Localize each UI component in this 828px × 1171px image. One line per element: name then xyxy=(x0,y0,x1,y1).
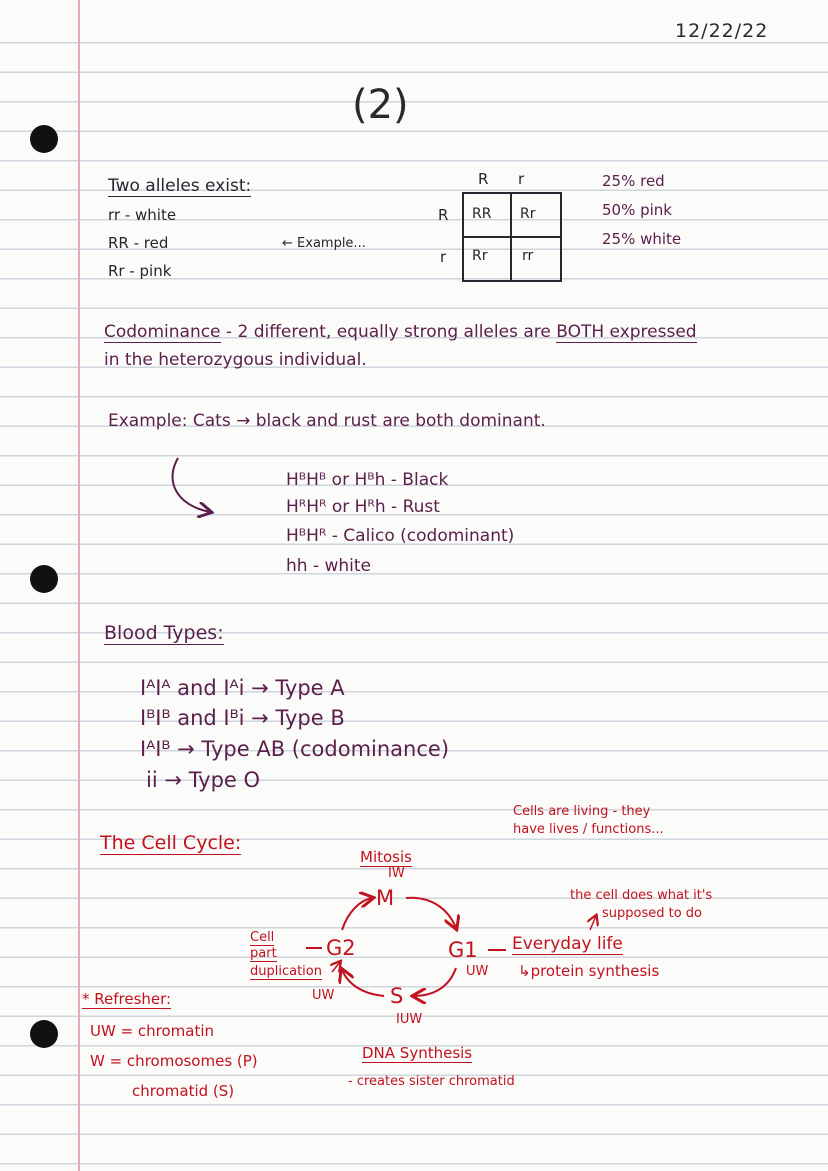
punnett-cell: rr xyxy=(522,248,534,264)
phase-s: S xyxy=(390,984,404,1008)
protein-synthesis: ↳protein synthesis xyxy=(518,962,660,980)
ratio: 50% pink xyxy=(602,201,672,219)
punnett-row-header: R xyxy=(438,206,449,224)
creates-note: - creates sister chromatid xyxy=(348,1074,515,1089)
blood-types-heading: Blood Types: xyxy=(104,622,224,644)
ratio: 25% white xyxy=(602,230,682,248)
ratio: 25% red xyxy=(602,172,665,190)
cell-cycle-heading: The Cell Cycle: xyxy=(100,832,242,854)
blood-type-item: IᴬIᴬ and Iᴬi → Type A xyxy=(140,676,345,700)
mitosis-mark: IW xyxy=(388,866,405,881)
arrow-to-cell-does xyxy=(590,916,596,930)
arrow-g1-to-s xyxy=(414,968,456,996)
refresher-line: W = chromosomes (P) xyxy=(90,1052,258,1070)
arrow-duplication xyxy=(332,962,340,972)
codominance-line: Codominance - 2 different, equally strong alleles are BOTH expressed xyxy=(104,322,697,342)
codominance-emphasis: BOTH expressed xyxy=(556,322,697,342)
codominance-example: Example: Cats → black and rust are both dominant. xyxy=(108,411,546,431)
genotype-pointer-arrow xyxy=(173,458,210,512)
cell-part-label: part xyxy=(250,946,277,961)
cells-note: have lives / functions... xyxy=(513,822,664,837)
phase-m: M xyxy=(376,886,395,910)
genotype: HᴿHᴿ or Hᴿh - Rust xyxy=(286,497,440,517)
dna-synthesis-label: DNA Synthesis xyxy=(362,1044,473,1062)
g2-mark: UW xyxy=(312,988,335,1003)
everyday-life: Everyday life xyxy=(512,934,623,954)
phase-g1: G1 xyxy=(448,938,478,962)
arrow-g2-to-m xyxy=(342,898,372,930)
s-mark: IUW xyxy=(396,1012,423,1027)
blood-type-item: IᴬIᴮ → Type AB (codominance) xyxy=(140,737,450,761)
allele-item: Rr - pink xyxy=(108,262,172,280)
date: 12/22/22 xyxy=(675,20,769,42)
genotype: hh - white xyxy=(286,556,372,576)
blood-type-item: ii → Type O xyxy=(146,768,261,792)
cell-part-label: duplication xyxy=(250,964,322,979)
g1-mark: UW xyxy=(466,964,489,979)
refresher-line: UW = chromatin xyxy=(90,1022,215,1040)
genotype: HᴮHᴮ or Hᴮh - Black xyxy=(286,470,449,490)
cells-note: Cells are living - they xyxy=(513,804,651,819)
alleles-heading: Two alleles exist: xyxy=(108,176,252,196)
arrow-s-to-g2 xyxy=(342,970,384,996)
arrow-m-to-g1 xyxy=(406,898,456,928)
mitosis-label: Mitosis xyxy=(360,848,412,866)
codominance-line-2: in the heterozygous individual. xyxy=(104,350,367,370)
punnett-cell: Rr xyxy=(472,248,488,264)
example-label: ← Example... xyxy=(282,236,366,251)
punnett-cell: RR xyxy=(472,206,492,222)
punnett-col-header: r xyxy=(518,170,525,188)
punnett-col-header: R xyxy=(478,170,489,188)
genotype: HᴮHᴿ - Calico (codominant) xyxy=(286,526,515,546)
refresher-heading: * Refresher: xyxy=(82,990,172,1008)
blood-type-item: IᴮIᴮ and Iᴮi → Type B xyxy=(140,706,345,730)
cell-does-note: supposed to do xyxy=(602,906,703,921)
phase-g2: G2 xyxy=(326,936,356,960)
cell-part-label: Cell xyxy=(250,930,275,945)
codominance-term: Codominance xyxy=(104,322,221,342)
punnett-cell: Rr xyxy=(520,206,536,222)
refresher-line: chromatid (S) xyxy=(132,1082,235,1100)
allele-item: RR - red xyxy=(108,234,169,252)
allele-item: rr - white xyxy=(108,206,177,224)
punnett-row-header: r xyxy=(440,248,447,266)
page-number: (2) xyxy=(352,82,409,128)
cell-does-note: the cell does what it's xyxy=(570,888,713,903)
